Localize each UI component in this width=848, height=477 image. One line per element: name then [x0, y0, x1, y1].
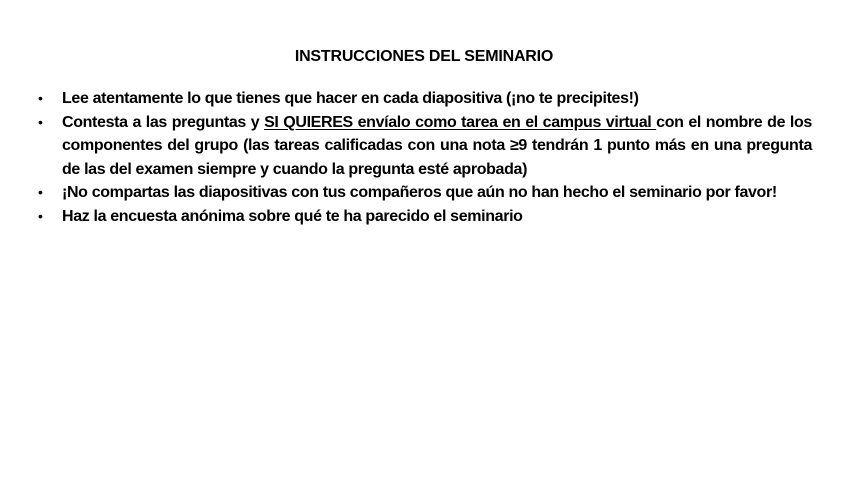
bullet-item-do-not-share	[36, 181, 812, 205]
slide-title: INSTRUCCIONES DEL SEMINARIO	[294, 48, 554, 65]
bullet-text: ¡No compartas las diapositivas con tus compañeros que aún no han hecho el seminario por favor!	[62, 184, 777, 201]
bullet-text-end: con el nombre de los componentes del grupo (las tareas calificadas con una nota ≥9 tendrán 1 punto más en una pregunta de las del examen siempre y cuando la pregunta esté aprobada)	[62, 113, 812, 178]
bullet-icon: •	[38, 207, 43, 224]
bullet-text: Haz la encuesta anónima sobre qué te ha parecido el seminario	[62, 207, 523, 225]
bullet-text-start: Contesta a las preguntas y	[62, 113, 265, 131]
bullet-list	[36, 87, 812, 228]
bullet-text-underlined: SI QUIERES envíalo como tarea en el campus virtual	[264, 113, 657, 131]
bullet-icon: •	[38, 184, 43, 200]
bullet-item-read-carefully	[36, 87, 812, 111]
bullet-icon: •	[38, 113, 43, 130]
bullet-item-answer-questions	[36, 111, 812, 182]
bullet-icon: •	[38, 90, 43, 106]
bullet-item-survey	[36, 205, 812, 229]
bullet-text: Lee atentamente lo que tienes que hacer en cada diapositiva (¡no te precipites!)	[62, 90, 639, 107]
